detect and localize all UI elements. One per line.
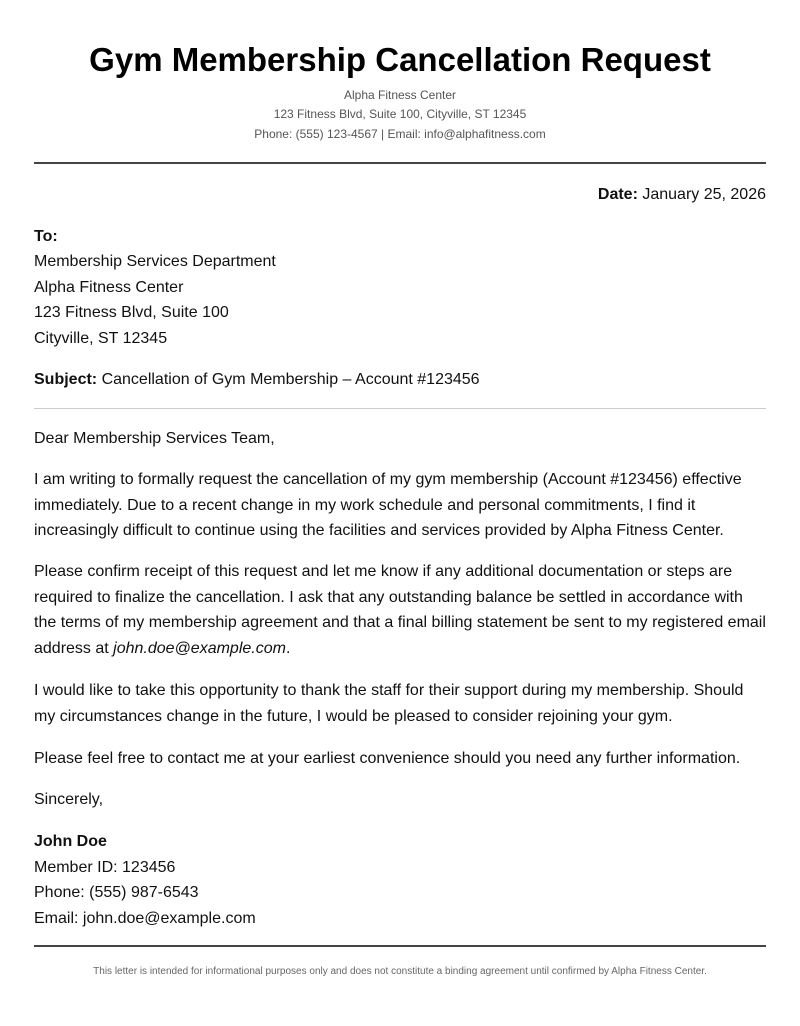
organization-name: Alpha Fitness Center bbox=[343, 88, 457, 102]
subject-divider bbox=[34, 408, 766, 409]
header-divider bbox=[34, 162, 766, 164]
body-paragraph-3: I would like to take this opportunity to thank the staff for their support during my membership. Should my circumstances change in the future, I would be pleased to consider rejoining your gym. bbox=[34, 682, 744, 725]
organization-address: 123 Fitness Blvd, Suite 100, Cityville, ST 12345 bbox=[273, 107, 527, 121]
recipient-line-street: 123 Fitness Blvd, Suite 100 bbox=[34, 304, 229, 321]
footer-divider bbox=[34, 945, 766, 947]
subject-value: Cancellation of Gym Membership – Account #123456 bbox=[97, 371, 480, 388]
body-paragraph-4: Please feel free to contact me at your earliest convenience should you need any further information. bbox=[34, 750, 741, 767]
signature-phone: Phone: (555) 987-6543 bbox=[34, 884, 199, 901]
recipient-line-department: Membership Services Department bbox=[34, 253, 276, 270]
body-paragraph-2-end: . bbox=[285, 639, 291, 657]
contact-email-inline: john.doe@example.com bbox=[113, 639, 286, 657]
body-paragraph-2-text: Please confirm receipt of this request and let me know if any additional documentation or steps are required to finalize the cancellation. I ask that any outstanding balance be settled in accordance with the terms of my membership agreement and that a final billing statement be sent to my registered email address at bbox=[34, 563, 766, 657]
date-label: Date: bbox=[597, 186, 638, 203]
subject-label: Subject: bbox=[34, 371, 98, 388]
organization-contact: Phone: (555) 123-4567 | Email: info@alphafitness.com bbox=[254, 127, 546, 141]
date-value: January 25, 2026 bbox=[637, 186, 766, 203]
signature-name: John Doe bbox=[34, 833, 107, 850]
recipient-line-organization: Alpha Fitness Center bbox=[34, 279, 184, 296]
footer-disclaimer: This letter is intended for informational purposes only and does not constitute a binding agreement until confirmed by Alpha Fitness Center. bbox=[93, 966, 707, 977]
page-title: Gym Membership Cancellation Request bbox=[89, 41, 711, 78]
salutation: Dear Membership Services Team, bbox=[34, 430, 275, 447]
body-paragraph-1: I am writing to formally request the cancellation of my gym membership (Account #123456) effective immediately. Due to a recent change in my work schedule and personal commitments, I find it increasingly difficult to continue using the facilities and services provided by Alpha Fitness Center. bbox=[34, 471, 742, 539]
recipient-label: To: bbox=[34, 228, 58, 245]
closing: Sincerely, bbox=[34, 791, 104, 808]
body-paragraph-2 bbox=[34, 559, 768, 661]
letter-date bbox=[598, 185, 766, 205]
signature-email: Email: john.doe@example.com bbox=[34, 910, 256, 927]
recipient-line-city: Cityville, ST 12345 bbox=[34, 330, 168, 347]
signature-member-id: Member ID: 123456 bbox=[34, 859, 176, 876]
subject-line bbox=[34, 370, 480, 390]
